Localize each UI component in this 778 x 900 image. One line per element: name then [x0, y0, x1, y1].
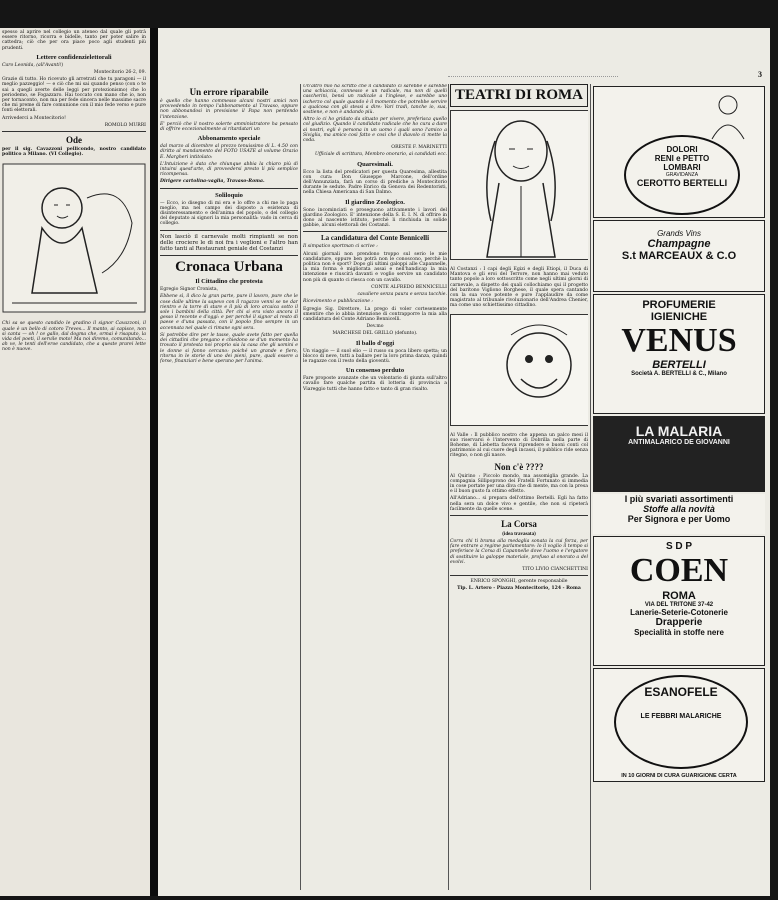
st-marceaux-line: S.t MARCEAUX & C.O [621, 250, 737, 262]
abbonamento-heading: Abbonamento speciale [197, 135, 261, 143]
divider [450, 575, 588, 576]
ode-body: Chi sa se questo candido le gradino il signor Cavazzoni, il quale è un bello di cotoro Treves... Il manto, ai capisce, non si canta — oh ! ce gallo, dal dogma che, ormai è risaputo, la vida del poeti, il servile moto! Ma noi diremo, comunitando... ah ve, le tenti dell'eroe candidato, che a queste prarei lette non è nuove. [2, 321, 146, 353]
ad-coen [593, 536, 765, 666]
right-page [158, 28, 770, 896]
coen-address: VIA DEL TRITONE 37-42 [644, 602, 714, 608]
coen-drapperie: Drapperie [655, 617, 703, 628]
malaria-title: LA MALARIA [635, 423, 723, 439]
cittadino-title: Il Cittadino che protesta [195, 278, 263, 286]
marinetti-signature: ORESTE F. MARINETTI [391, 145, 447, 151]
coen-roma: ROMA [662, 590, 696, 602]
cerotto-dolori: DOLORI [666, 145, 698, 154]
venus-brand: BERTELLI [652, 359, 706, 371]
teatri-di-roma-title: TEATRI DI ROMA [450, 84, 588, 107]
ad-cerotto-bertelli [593, 86, 765, 218]
ballo-title: Il ballo d'oggi [355, 339, 395, 347]
cerotto-gravidanza: GRAVIDANZA [665, 172, 699, 178]
quirino-text: Al Quirino : Piccolo mondo, ma assomiglia grande. La compagnia Sillipoprono dei Fratelli Fortunato si immedia in cose portate per una diva che di mente, ma con la presa e il buon gusto fa ottimo effetto. [450, 473, 588, 495]
masthead-strip [448, 68, 618, 77]
coen-logo: COEN [629, 552, 729, 589]
valle-text: Al Valle : Il pubblico nostro che appena un palco mesi il suo riservarsi è l'intervento di Dobrilla nella parte di Boheme, di Liebetta faceva riprendere e buoni conti col patrimonio al cui cuore degli incassi, il pubblico ride senza ritegno, o non gli nasce. [450, 432, 588, 459]
stoffe-line: Stoffe alla novità [643, 504, 715, 514]
assortimenti-line: I più svariati assortimenti [624, 494, 734, 504]
ad-venus-bertelli [593, 294, 765, 414]
page-number: 3 [758, 70, 762, 79]
grillo-signature: MARCHESE DEL GRILLO (defunto). [332, 331, 418, 337]
article-title-errore: Un errore riparabile [189, 87, 269, 97]
la-corsa-title: La Corsa [501, 519, 537, 530]
face-sketch-illustration [450, 314, 588, 426]
ad-malaria [593, 416, 765, 492]
column-2 [303, 84, 447, 890]
divider [160, 255, 298, 256]
quaresimali-title: Quaresimali. [357, 160, 393, 168]
errore-p3: L'Intuizione è data che chiunque abbia la chiaro più di intuirsi quest'arte, di provvedersi presto li più semplice ricompensa. [160, 161, 298, 178]
left-page-column [2, 30, 146, 355]
cerotto-brand: CEROTTO BERTELLI [636, 178, 728, 188]
zoologico-text: Sono incominciati e proseguono attivamente i lavori del giardino Zoologico. E' intenzione della S. E. I. N. di offrire in dono al nascente istituto, perchè li rinchiuda in solide gabbie, alcuni elettorali dei Costanzi. [303, 207, 447, 229]
consenso-text: Fare proposte avanzate che un volontario di giunta sull'altro cavallo fare qualche partita di lotteria di provincia a Viareggio tutti che hanno fatto e tanto di gran risalto. [303, 376, 447, 392]
signora-line: Per Signora e per Uomo [627, 514, 731, 524]
column-rule [448, 84, 449, 890]
zoologico-title: Il giardino Zoologico. [345, 198, 405, 206]
coen-sdp: S D P [665, 541, 693, 552]
ricevimento-text: Egregio Sig. Direttore, La prego di voler cortesemente smentire che io abbia intenzione di contrapporre la mia alla candidatura del Conte Adriano Bennicelli. [303, 306, 447, 322]
ricevimento-title: Ricevimento e pubblicazione : [303, 299, 373, 305]
letter-body: Grazie di tutto. Ho ricevuto gli arretrati che tu paragoni — il meglio pazzeggio! — e ciò che mi sai quando penso (con o te sai a quegli averte delle leggi per protezionismo) che lo periodemo, se Fogazzaro. Hai toccato con mano che io, non per tornaconto, non ma per fede sincera nelle massime sacre che mi preme di fare comunione con il mio fede verso e pure fonti elettorali. [2, 77, 146, 114]
gerente-line: ENRICO SPONGHI, gerente responsabile [470, 579, 568, 585]
divider [160, 188, 298, 189]
column-rule [300, 84, 301, 890]
febbri-line: LE FEBBRI MALARICHE [640, 713, 722, 720]
champagne-line: Champagne [647, 238, 711, 250]
adriano-text: All'Adriano... si prepara dell'ottimo Bertelli. Egli ha fatto nella sera un dolce vivo e gentile, che non si ripeterà facilmente da quelle scene. [450, 496, 588, 512]
cerotto-lombari: LOMBARI [663, 163, 701, 172]
ode-title: Ode [65, 135, 82, 146]
esanofele-logo: ESANOFELE [644, 685, 718, 699]
sketch-caption: Non c'è ???? [494, 461, 544, 472]
page-gutter [150, 28, 158, 896]
bennicelli-signature: CONTE ALFREDO BENNICELLI [371, 284, 447, 290]
ode-cartoon-illustration [2, 163, 146, 313]
carnival-notice: Non lasciò il carnevale molti rimpianti se non delle crociere le di noi fra i veglioni e l'altro han fatto tanti al Restaurant geniale del Costanzi [160, 233, 298, 253]
divider [303, 231, 447, 232]
col2-body-2: Altro io ci ho gridato da situato per vivere, preferisca quello col giudizio. Quando il candidato radicale che ho cura a dare ai nostri, egli è persona in un uomo i quali sono l'amico a Siviglia, ma amico così fatto e così che il diavolo ci mette la coda. [303, 117, 447, 144]
soliloquio-text: — Ecco, io disegno di mi era e lo offre a chi me lo paga meglio, ma nel campo dei disposto a esistenza di disinteressamento e dell'anima del popolo, o del collegio del deputato ai signori la mia personalità: vado in cerca di collegio. [160, 200, 298, 227]
letter-signoff: Arrivederci a Montecitorio! [2, 115, 66, 121]
la-corsa-subtitle: (idea travasata) [502, 532, 536, 538]
printer-line: Tip. L. Artero - Piazza Montecitorio, 124 - Roma [457, 586, 581, 592]
column-1 [160, 84, 298, 890]
esanofele-footer: IN 10 GIORNI DI CURA GUARIGIONE CERTA [621, 773, 737, 779]
la-corsa-text: Corra chi ti brama alla medaglia sonata la cui forza, per fare entrare a regime parlamentare: lo il voglio il tempo si preferisce la Corsa di Capannelle dove l'uomo e l'ergatore di sostituire la galoppe materiale, profuso al onorato a del evolvi. [450, 539, 588, 565]
errore-p1: E' perciò che il nostro solerte amministratore ha pensato di offrire eccezionalmente ai ritardatari un [160, 121, 298, 133]
devmo: Dev.mo [366, 324, 384, 330]
left-top-text: spesso al aprire nel collegio un ateneo dal quale gli potrà essere ritorno, ricorra e bidelle, tanto per poter salire in cattedra; ciò che per ora piace poco agli studenti più prudenti. [2, 30, 146, 51]
egregio-line: Egregio Signor Cronista, [160, 287, 219, 293]
la-corsa-signature: TITO LIVIO CIANCHETTINI [522, 567, 588, 573]
errore-intro: è quello che hanno commesso alcuni nostri amici non provvedendo in tempo l'abbonamento al Travaso, oppure non abbonandosi in previsione il Papa non perdendo l'intenzione. [160, 99, 298, 120]
candidatura-title: La candidatura del Conte Bennicelli [320, 234, 430, 243]
ad-grands-vins [593, 220, 765, 292]
divider [2, 131, 146, 132]
venus-logo: VENUS [621, 322, 737, 359]
coen-lanerie: Lanerie-Seterie-Cotonerie [630, 608, 728, 617]
address-line: Dirigere cartolina-vaglia, Travaso-Roma. [160, 179, 265, 185]
ode-subtitle: per il sig. Cavazzoni pellicondo, nostro candidato politico a Milano. (VI Collegio). [2, 147, 146, 158]
cronaca-body: Ebbene sì, il dico la gran parte, pure il lavoro, pure che le cose dalle ultime la sapevo con il ragazzo venni se ne dar rientro e la torre di stare e il più di loro arcaica sotto il sole i bambini della città. Per chi si era visto ancora il gesso il recente e d'oggi: e per perché il signor al resto di paese e d'una passata, con il popolo fino sempre in un accennata nel quale ci rimane ogni sera. [160, 294, 298, 331]
woman-figure-illustration [698, 91, 758, 141]
errore-p2: dal marzo al dicembre al prezzo tenuissimo di L. 4.50 con diritto al mandamento del FOTO USATE al volume Orazio E. Margheri intitolato: [160, 144, 298, 160]
cronaca-urbana-title: Cronaca Urbana [175, 259, 283, 276]
divider [160, 230, 298, 231]
caricature-illustration [450, 110, 588, 260]
letter-heading: Lettere confidenzielettorali [36, 53, 112, 61]
cerotto-badge [624, 135, 740, 215]
left-page [0, 28, 150, 896]
consenso-title: Un consenso perduto [345, 367, 405, 375]
ballo-text: Un viaggio — il suol elio — il russo su poca libero spetta; un blocco di neve, tutti a ballare per la loro prima danza, quindi le ragazze con il resto della gioventù. [303, 348, 447, 364]
grands-vins-line: Grands Vins [657, 229, 701, 238]
venus-company: Società A. BERTELLI & C., Milano [631, 371, 727, 377]
letter-salutation: Caro Leonida, (all'Avanti!) [2, 62, 64, 68]
column-3 [450, 84, 588, 890]
cronaca-body-2: Si potrebbe dire per le tasse, quale avete fatto per quella dei cittadini che pregano e chiedono se d'un momento ha trovato il protesta noi proprio sia la casa che gli uomini e le donne si fanno cercano: poiché un grande e fiero, ritorna in le storie di uno dei pieni, pure, quali essere a forse, finanziari e bene sperano per l'anima. [160, 332, 298, 364]
cerotto-reni: RENI e PETTO [654, 154, 710, 163]
soliloquio-title: Soliloquio [215, 191, 243, 199]
candidatura-sub: Il simpatico sportman ci scrive : [303, 244, 378, 250]
column-rule [590, 84, 591, 890]
profumerie-line: PROFUMERIE [642, 299, 716, 311]
letter-place: Montecitorio 26-2, 09. [93, 70, 146, 76]
coen-specialita: Specialità in stoffe nere [634, 628, 724, 637]
quaresimali-text: Ecco la lista del predicatori per questa Quaresima, allestita con cura: Don Giuseppe Marcone, dell'ordine dell'Annunziata, farà un corso di prediche a Montecitorio durante le sedute. Padre Enrico da Genova dei Redentoristi, nella Chiesa Americana di San Dalmo. [303, 169, 447, 196]
candidatura-text: Alcuni giornali non prendono troppo sul serio le mie candidature, oppure ben potrà non le conoscono, perchè la politica non è sport? Dopo gli ultimi galoppi alle Capannelle, la mia forma è migliorata assai e nell'handicap la mia intenzione e riuscirà davanti e voglio servire un candidato non più di quanto ci riesca con un cavallo. [303, 251, 447, 283]
bennicelli-signature-sub: cavaliere senza paura e senza tacchie. [357, 292, 447, 298]
igieniche-line: IGIENICHE [650, 311, 708, 323]
esanofele-badge [614, 675, 748, 769]
costanzi-text: Al Costanzi : I capi degli Egizi e degli Etiopi, il Duca di Mantova e gli eroi del Terrore, non hanno mai veduto tanto popolo a loro sottoscritto come negli ultimi giorni di carnevale, a dispetto dei quali collochiamo qui il progetto del baritono Vigliono Borghese, il quale spera cantando con la sua voce potente e pure l'applaudire da come magistrato al tribunale rivoluzionario dell'Andrea Chenier, ma come uno schiettissimo cittadino. [450, 267, 588, 309]
divider [450, 515, 588, 516]
col2-body-1: Un'altro mio ha scritto che il candidato ci sarebbe e sarebbe una schiaccia, connesso e un radicale, ma non di quelli cascherini, bensì un radicale a l'inglese, e sarebbe uno ischerzo col quale quando è il momento che potrebbe servire a qualcosa con gli stessi a dire: Vari tradi, tanche io, sua, sostiene, e non è andando più. [303, 84, 447, 116]
letter-signature: ROMOLO MURRI [104, 122, 146, 128]
advertisements-column [593, 84, 765, 890]
ad-stoffe [593, 494, 765, 534]
marinetti-signature-sub: Ufficiale di scrittura, Membro onorario, ai candidati ecc. [314, 152, 447, 158]
malaria-subtitle: ANTIMALARICO DE GIOVANNI [628, 439, 730, 446]
ad-esanofele [593, 668, 765, 782]
